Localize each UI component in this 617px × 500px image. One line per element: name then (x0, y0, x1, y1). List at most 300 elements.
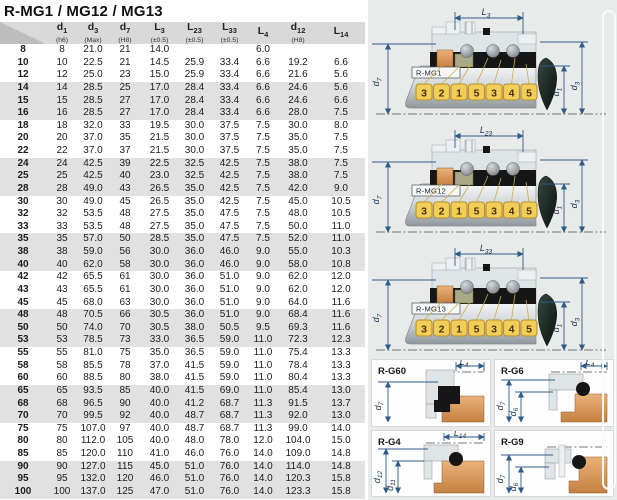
table-cell: 36.5 (184, 347, 205, 359)
table-cell: 13.0 (317, 410, 365, 423)
table-cell: 36.0 (177, 259, 212, 272)
table-cell: 9.0 (256, 271, 270, 283)
model-label: R-MG12 (416, 186, 447, 196)
table-cell: 11.0 (253, 359, 273, 371)
table-cell: 41.5 (184, 359, 205, 371)
table-cell: 7.5 (256, 132, 270, 144)
table-cell: 30.0 (149, 271, 170, 283)
dim-d11-label: $d_{11}$ (385, 478, 397, 491)
row-label: 42 (17, 271, 29, 283)
table-cell: 19.2 (288, 56, 308, 68)
row-label: 48 (0, 309, 46, 322)
part-balloon (451, 84, 467, 100)
table-header (0, 22, 365, 44)
spring (507, 163, 520, 176)
table-cell: 13.3 (331, 359, 351, 371)
table-cell: 21 (119, 56, 131, 68)
row-label: 25 (0, 170, 46, 183)
table-cell: 40.0 (149, 435, 170, 447)
table-cell: 30.0 (142, 246, 177, 259)
diagram-r-mg12 (368, 122, 617, 240)
row-label: 12 (17, 69, 29, 81)
table-cell (177, 44, 212, 57)
table-cell: 14.5 (149, 56, 170, 68)
part-balloon (504, 84, 520, 100)
table-cell: 6.6 (247, 82, 279, 95)
table-cell: 65.5 (83, 271, 103, 283)
table-cell: 76.0 (212, 461, 247, 474)
table-cell: 7.5 (256, 145, 270, 157)
table-cell: 6.0 (256, 44, 270, 56)
table-cell: 33.0 (142, 334, 177, 347)
table-cell: 137.0 (78, 486, 108, 499)
table-cell: 100 (46, 486, 78, 499)
svg-text:4: 4 (508, 205, 515, 218)
table-cell: 105 (116, 435, 134, 447)
part-balloon (486, 84, 502, 100)
table-row (0, 435, 365, 448)
table-cell: 23 (119, 69, 131, 81)
table-cell: 64.0 (288, 296, 308, 308)
diagram-r-mg13 (368, 240, 617, 358)
dim-left-label: $d_7$ (371, 313, 384, 323)
part-balloon (486, 320, 502, 336)
row-label: 8 (20, 44, 26, 56)
table-cell: 13.3 (331, 372, 351, 384)
table-cell: 53.5 (83, 220, 103, 232)
row-label: 80 (17, 435, 29, 447)
table-cell: 11.0 (247, 385, 279, 398)
table-cell: 90 (46, 461, 78, 474)
detail-label: R-G6 (501, 366, 524, 377)
table-cell: 22 (56, 145, 68, 157)
table-cell: 37.5 (219, 132, 240, 144)
table-cell: 20 (56, 132, 68, 144)
table-cell: 69.0 (212, 385, 247, 398)
row-label: 40 (0, 259, 46, 272)
table-cell: 68.7 (212, 398, 247, 411)
table-row (0, 196, 365, 209)
svg-text:4: 4 (508, 323, 515, 336)
row-label: 60 (17, 372, 29, 384)
table-cell: 99.0 (288, 422, 308, 434)
table-cell: 35 (46, 233, 78, 246)
table-cell: 36.0 (184, 271, 205, 283)
table-cell: 114.0 (279, 461, 317, 474)
table-cell: 10.8 (317, 259, 365, 272)
table-cell: 104.0 (285, 435, 311, 447)
row-label: 45 (17, 296, 29, 308)
table-cell: 17.0 (142, 95, 177, 108)
table-cell: 59.0 (212, 334, 247, 347)
table-row (0, 473, 365, 486)
table-cell: 85 (108, 385, 142, 398)
part-balloon (469, 84, 485, 100)
table-cell: 85 (56, 448, 68, 460)
table-cell: 49.0 (78, 183, 108, 196)
table-cell: 51.0 (219, 271, 240, 283)
table-cell: 62.0 (288, 283, 308, 295)
table-cell: 36.0 (177, 246, 212, 259)
row-label: 30 (17, 195, 29, 207)
table-cell: 7.5 (247, 170, 279, 183)
table-cell: 46.0 (184, 448, 205, 460)
table-cell: 48.0 (288, 208, 308, 220)
table-cell: 25 (108, 82, 142, 95)
table-cell: 15.8 (317, 486, 365, 499)
table-cell: 37.0 (83, 132, 103, 144)
table-cell: 75.4 (288, 347, 308, 359)
svg-text:2: 2 (438, 205, 445, 218)
table-cell: 46.0 (142, 473, 177, 486)
table-cell: 62.0 (78, 259, 108, 272)
table-cell: 36.5 (177, 334, 212, 347)
table-cell: 21.0 (83, 44, 103, 56)
table-cell: 109.0 (285, 448, 311, 460)
table-cell: 123.3 (279, 486, 317, 499)
table-cell: 14.0 (247, 473, 279, 486)
diagram-panel (368, 0, 617, 500)
table-cell: 50 (46, 322, 78, 335)
detail-label: R-G4 (378, 436, 401, 448)
table-cell: 120.3 (279, 473, 317, 486)
table-cell: 46.0 (212, 259, 247, 272)
part-balloon (521, 84, 537, 100)
table-cell: 27 (108, 107, 142, 120)
model-label: R-MG1 (416, 68, 442, 78)
table-row (0, 259, 365, 272)
table-cell: 9.0 (247, 309, 279, 322)
svg-text:4: 4 (508, 87, 515, 100)
table-cell: 51.0 (177, 486, 212, 499)
row-label: 14 (0, 82, 46, 95)
table-cell: 115 (108, 461, 142, 474)
dim-right-inner-label: $d_1$ (551, 205, 564, 215)
dim-right-outer-label: $d_3$ (569, 199, 582, 209)
table-cell: 26.5 (142, 183, 177, 196)
table-cell: 32 (56, 208, 68, 220)
table-cell: 40.0 (149, 422, 170, 434)
col-header-l14: $L_{14}$ (317, 22, 365, 44)
table-cell: 127.0 (78, 461, 108, 474)
table-cell: 30.0 (288, 119, 308, 131)
part-balloon (434, 320, 450, 336)
table-row (0, 297, 365, 310)
table-cell: 42.5 (212, 158, 247, 171)
table-cell: 5.6 (334, 69, 348, 81)
table-cell: 11.6 (317, 322, 365, 335)
table-cell: 41.2 (177, 398, 212, 411)
table-cell: 56 (108, 246, 142, 259)
table-cell: 23.0 (142, 170, 177, 183)
set-screw (483, 28, 490, 35)
seat-ring (437, 50, 453, 67)
table-cell: 50 (108, 233, 142, 246)
table-cell: 51.0 (219, 296, 240, 308)
table-cell: 15.8 (317, 473, 365, 486)
part-balloon (504, 320, 520, 336)
table-cell: 32.5 (177, 170, 212, 183)
table-cell: 30.0 (184, 145, 205, 157)
row-label: 18 (17, 119, 29, 131)
table-row (0, 132, 365, 145)
dimension-table (0, 22, 365, 499)
table-cell: 21.5 (149, 145, 170, 157)
table-cell: 5.6 (317, 82, 365, 95)
table-cell: 107.0 (80, 422, 106, 434)
table-cell: 39 (108, 158, 142, 171)
table-cell: 68.7 (212, 410, 247, 423)
table-cell: 69.3 (279, 322, 317, 335)
table-cell: 12 (56, 69, 68, 81)
svg-text:3: 3 (491, 205, 497, 218)
table-cell: 27.5 (149, 208, 170, 220)
row-label: 22 (17, 145, 29, 157)
table-cell: 6.6 (247, 95, 279, 108)
table-cell: 78 (119, 359, 131, 371)
table-cell: 47.5 (219, 208, 240, 220)
table-cell (279, 44, 317, 57)
table-cell: 32.0 (83, 119, 103, 131)
table-cell: 61 (119, 283, 131, 295)
table-cell: 14.0 (149, 44, 170, 56)
table-cell: 7.5 (247, 158, 279, 171)
table-cell: 35.0 (177, 233, 212, 246)
part-balloon (416, 320, 432, 336)
table-cell: 14.0 (247, 461, 279, 474)
table-cell: 30.0 (149, 283, 170, 295)
col-header-d3: $d_3$ (Max) (78, 22, 108, 44)
row-label: 53 (0, 334, 46, 347)
table-cell: 7.5 (256, 220, 270, 232)
table-cell: 35.0 (184, 195, 205, 207)
table-cell: 22.5 (83, 56, 103, 68)
table-cell: 45.0 (288, 195, 308, 207)
table-cell: 96.5 (78, 398, 108, 411)
table-cell: 37.5 (219, 119, 240, 131)
table-cell: 30.0 (184, 132, 205, 144)
table-cell: 70 (46, 410, 78, 423)
table-cell: 28.5 (78, 95, 108, 108)
table-row (0, 398, 365, 411)
table-cell: 18 (56, 119, 68, 131)
table-cell: 24 (46, 158, 78, 171)
svg-text:5: 5 (473, 205, 480, 218)
table-cell: 33.4 (212, 95, 247, 108)
row-label: 10 (17, 56, 29, 68)
part-balloon (451, 202, 467, 218)
table-cell: 75 (56, 422, 68, 434)
row-label: 85 (17, 448, 29, 460)
table-cell: 48 (119, 208, 131, 220)
part-balloon (469, 202, 485, 218)
table-cell: 92 (108, 410, 142, 423)
table-cell: 51.0 (212, 309, 247, 322)
svg-text:1: 1 (456, 323, 462, 336)
spring (507, 45, 520, 58)
table-cell: 25 (46, 170, 78, 183)
table-cell: 58.0 (279, 259, 317, 272)
table-cell: 81.0 (83, 347, 103, 359)
set-screw (483, 264, 490, 271)
table-cell: 85.5 (83, 359, 103, 371)
table-cell: 92.0 (279, 410, 317, 423)
table-cell: 50.5 (212, 322, 247, 335)
table-cell: 9.0 (256, 283, 270, 295)
svg-text:5: 5 (526, 87, 532, 100)
table-cell: 73 (108, 334, 142, 347)
table-cell: 78.0 (219, 435, 240, 447)
table-cell: 45 (56, 296, 68, 308)
svg-text:5: 5 (526, 323, 532, 336)
table-cell: 43 (108, 183, 142, 196)
table-cell: 30.0 (184, 119, 205, 131)
part-balloon (434, 202, 450, 218)
table-cell: 42.5 (219, 195, 240, 207)
table-cell: 30.0 (149, 296, 170, 308)
table-cell: 7.5 (256, 119, 270, 131)
table-cell: 13.0 (317, 385, 365, 398)
table-cell: 7.5 (256, 208, 270, 220)
table-cell: 41.5 (184, 372, 205, 384)
table-cell: 110 (117, 448, 133, 460)
detail-views (371, 359, 614, 497)
table-cell: 85.4 (279, 385, 317, 398)
table-cell: 59.0 (219, 359, 240, 371)
table-cell: 7.5 (317, 170, 365, 183)
svg-text:5: 5 (473, 87, 480, 100)
table-cell: 11.0 (253, 347, 273, 359)
table-cell: 10 (56, 56, 68, 68)
table-cell: 7.5 (317, 107, 365, 120)
table-cell: 25.9 (184, 69, 205, 81)
table-cell: 33.4 (219, 56, 240, 68)
table-cell: 24.6 (279, 82, 317, 95)
table-cell: 55.0 (279, 246, 317, 259)
table-cell: 28.5 (78, 82, 108, 95)
table-cell: 40 (108, 170, 142, 183)
table-cell: 99.5 (78, 410, 108, 423)
table-row (0, 385, 365, 398)
table-cell: 12.0 (253, 435, 273, 447)
table-cell: 58 (108, 259, 142, 272)
table-cell: 11.3 (247, 410, 279, 423)
table-cell: 11.0 (331, 220, 351, 232)
row-label: 58 (17, 359, 29, 371)
table-cell: 10.3 (317, 246, 365, 259)
dim-right-inner-label: $d_1$ (551, 87, 564, 97)
table-cell: 95 (46, 473, 78, 486)
row-label: 95 (0, 473, 46, 486)
detail-label: R-G9 (501, 436, 524, 448)
table-cell: 41.0 (149, 448, 170, 460)
table-row (0, 183, 365, 196)
svg-text:3: 3 (491, 87, 497, 100)
spring (487, 163, 500, 176)
row-label: 55 (17, 347, 29, 359)
table-cell: 37.0 (83, 145, 103, 157)
table-cell: 50.0 (288, 220, 308, 232)
table-cell: 17.0 (142, 107, 177, 120)
dim-right-outer-label: $d_3$ (569, 81, 582, 91)
table-cell: 76.0 (219, 448, 240, 460)
table-cell: 68.0 (83, 296, 103, 308)
table-cell: 75 (119, 347, 131, 359)
table-cell: 66 (108, 309, 142, 322)
detail-r-g6 (494, 359, 614, 427)
table-cell: 59.0 (219, 347, 240, 359)
table-row (0, 221, 365, 234)
table-cell: 11.3 (253, 422, 273, 434)
table-cell: 10.5 (331, 208, 351, 220)
row-label: 50 (0, 322, 46, 335)
table-cell: 10.5 (331, 195, 351, 207)
table-cell: 14.0 (247, 486, 279, 499)
table-cell: 28.5 (142, 233, 177, 246)
table-cell: 40.0 (142, 385, 177, 398)
table-row (0, 372, 365, 385)
table-cell: 27.5 (149, 220, 170, 232)
table-cell: 22.5 (142, 158, 177, 171)
seat-ring (437, 168, 453, 185)
table-cell: 97 (119, 422, 131, 434)
table-cell: 6.6 (334, 56, 348, 68)
dim-top-label: $L_{23}$ (479, 125, 493, 138)
table-cell: 112.0 (80, 435, 106, 447)
table-cell: 40.0 (142, 398, 177, 411)
table-cell: 28.4 (177, 95, 212, 108)
table-row (0, 82, 365, 95)
svg-text:5: 5 (526, 205, 532, 218)
table-cell: 25.0 (83, 69, 103, 81)
table-cell: 47.5 (212, 233, 247, 246)
table-row (0, 284, 365, 297)
dim-d6-label: $d_6$ (508, 482, 520, 491)
table-cell: 7.5 (247, 233, 279, 246)
row-label: 65 (0, 385, 46, 398)
dim-d6-label: $d_6$ (508, 407, 520, 417)
table-cell: 43 (56, 283, 68, 295)
table-cell (317, 44, 365, 57)
table-cell: 25.9 (184, 56, 205, 68)
dim-l4-label: $L_4$ (459, 360, 469, 369)
table-cell: 19.5 (149, 119, 170, 131)
svg-text:3: 3 (421, 323, 427, 336)
table-cell: 9.5 (247, 322, 279, 335)
row-label: 75 (17, 422, 29, 434)
table-cell: 33 (119, 119, 131, 131)
table-cell: 59.0 (78, 246, 108, 259)
table-row (0, 423, 365, 436)
part-balloon (521, 320, 537, 336)
svg-text:5: 5 (473, 323, 480, 336)
table-cell: 8 (59, 44, 65, 56)
col-header-l33: $L_{33}$ (±0.5) (212, 22, 247, 44)
table-cell: 6.6 (256, 56, 270, 68)
row-label: 70 (0, 410, 46, 423)
table-cell: 38 (46, 246, 78, 259)
dim-d7-label: $d_7$ (373, 401, 385, 411)
table-cell: 30.5 (142, 309, 177, 322)
table-cell: 21.6 (288, 69, 308, 81)
table-cell: 21.5 (149, 132, 170, 144)
table-cell: 68 (46, 398, 78, 411)
table-cell: 28.4 (177, 107, 212, 120)
table-cell: 7.5 (334, 145, 348, 157)
diagram-r-mg1 (368, 4, 617, 122)
row-label: 43 (17, 283, 29, 295)
col-header-l23: $L_{23}$ (±0.5) (177, 22, 212, 44)
